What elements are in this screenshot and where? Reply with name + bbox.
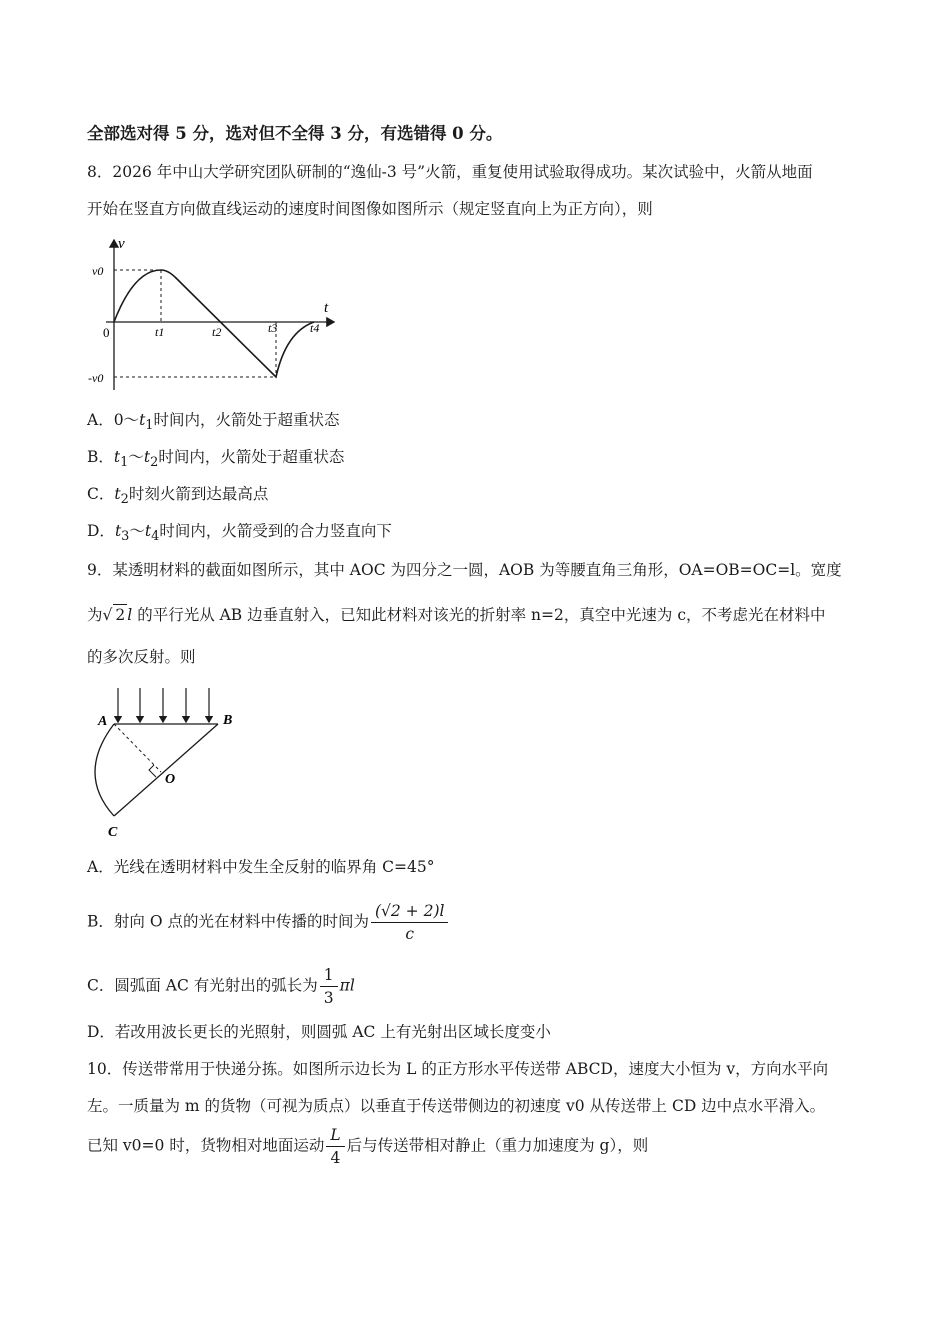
- q9-stem-line1: 9．某透明材料的截面如图所示，其中 AOC 为四分之一圆，AOB 为等腰直角三角形，OA=OB=OC=l。宽度: [87, 561, 842, 579]
- origin-label: 0: [103, 325, 110, 340]
- label-o: O: [165, 772, 176, 787]
- t3-label: t3: [268, 321, 278, 335]
- v0-label: v0: [92, 264, 104, 278]
- v-label: v: [118, 236, 125, 252]
- q10-stem-line2: 左。一质量为 m 的货物（可视为质点）以垂直于传送带侧边的初速度 v0 从传送带上 CD 边中点水平滑入。: [87, 1097, 826, 1115]
- edge-bc: [114, 724, 218, 816]
- t1-label: t1: [155, 325, 165, 339]
- q8-stem-line2: 开始在竖直方向做直线运动的速度时间图像如图所示（规定竖直向上为正方向），则: [87, 200, 653, 218]
- q8-option-a: A．$0\sim t_1$时间内，火箭处于超重状态: [87, 411, 340, 434]
- q9-stem-line2: 为√ 2 l 的平行光从 AB 边垂直射入，已知此材料对该光的折射率 n=2，真空中光速为 c，不考虑光在材料中: [87, 606, 826, 624]
- q9-option-c: C．圆弧面 AC 有光射出的弧长为 $\frac{1}{3}$ πl: [87, 966, 355, 1007]
- label-a: A: [98, 714, 108, 729]
- q8-option-c: C．$t_2$时刻火箭到达最高点: [87, 485, 269, 508]
- q9-option-d: D．若改用波长更长的光照射，则圆弧 AC 上有光射出区域长度变小: [87, 1023, 551, 1041]
- q10-stem-line1: 10．传送带常用于快递分拣。如图所示边长为 L 的正方形水平传送带 ABCD，速度大小恒为 v，方向水平向: [87, 1060, 829, 1078]
- q9-option-a: A．光线在透明材料中发生全反射的临界角 C=45°: [87, 858, 435, 876]
- q10-stem-line3: 已知 v0=0 时，货物相对地面运动 $\frac{L}{4}$ 后与传送带相对静止（重力加速度为 g），则: [87, 1126, 649, 1167]
- q8-velocity-time-graph: [88, 232, 348, 392]
- arc-ac: [95, 724, 114, 816]
- q8-option-d: D．$t_3\sim t_4$时间内，火箭受到的合力竖直向下: [87, 522, 392, 545]
- q8-stem-line1: 8．2026 年中山大学研究团队研制的“逸仙-3 号”火箭，重复使用试验取得成功。某次试验中，火箭从地面: [87, 163, 813, 181]
- q9-stem-line3: 的多次反射。则: [87, 648, 196, 666]
- label-b: B: [223, 713, 233, 728]
- section-header: 全部选对得 5 分，选对但不全得 3 分，有选错得 0 分。: [87, 124, 503, 143]
- t-label: t: [324, 300, 329, 316]
- label-c: C: [108, 825, 118, 840]
- q9-material-figure: [86, 684, 246, 840]
- t2-label: t2: [212, 325, 222, 339]
- neg-v0-label: -v0: [88, 371, 104, 385]
- t4-label: t4: [310, 321, 320, 335]
- q8-option-b: B．$t_1\sim t_2$时间内，火箭处于超重状态: [87, 448, 345, 471]
- velocity-curve: [114, 270, 314, 377]
- q9-option-b: B．射向 O 点的光在材料中传播的时间为 $\frac{(√2 + 2)l}{c}$: [87, 902, 450, 943]
